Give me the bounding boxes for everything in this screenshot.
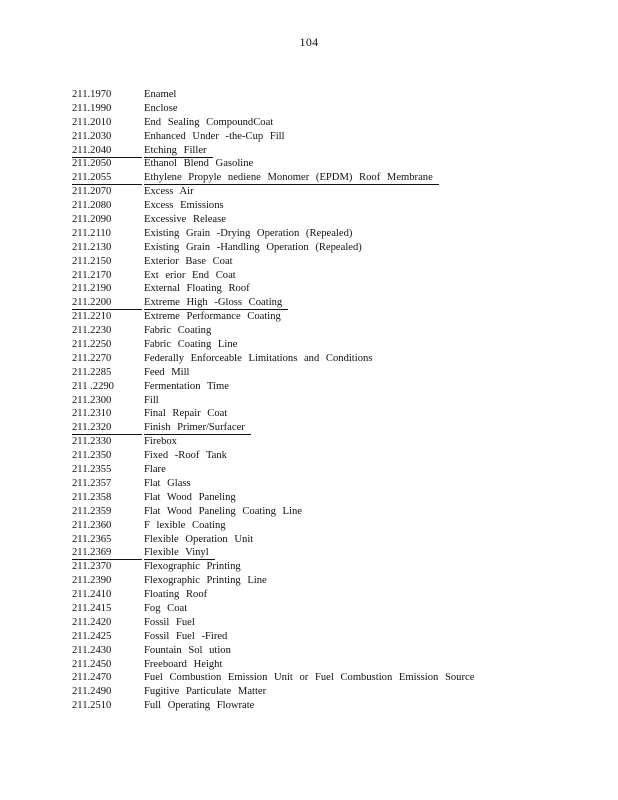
- index-entry: [72, 421, 492, 435]
- defined-term: Etching Filler: [144, 144, 213, 158]
- index-entry: [72, 296, 492, 310]
- section-number: 211.2415: [72, 602, 112, 614]
- defined-term: Freeboard Height: [144, 658, 223, 670]
- page-number: 104: [299, 35, 319, 49]
- section-number: 211.2230: [72, 325, 112, 337]
- defined-term: Fountain Sol ution: [144, 644, 231, 656]
- defined-term: Fossil Fuel -Fired: [144, 630, 228, 642]
- section-number: 211.2360: [72, 519, 112, 531]
- section-number: 211.2300: [72, 394, 112, 406]
- index-entry: [72, 352, 492, 366]
- section-number: 211.2369: [72, 546, 142, 560]
- defined-term: Fabric Coating: [144, 325, 212, 337]
- section-number: 211.1990: [72, 102, 112, 114]
- defined-term: Federally Enforceable Limitations and Conditions: [144, 352, 373, 364]
- section-number: 211.2350: [72, 450, 112, 462]
- defined-term: F lexible Coating: [144, 519, 226, 531]
- index-entry: [72, 491, 492, 505]
- section-number: 211.2210: [72, 311, 112, 323]
- section-number: 211.2090: [72, 214, 112, 226]
- section-number: 211.2190: [72, 283, 112, 295]
- defined-term: Fill: [144, 394, 159, 406]
- index-entry: [72, 171, 492, 185]
- index-entry: [72, 671, 492, 685]
- defined-term: Exterior Base Coat: [144, 255, 233, 267]
- section-number: 211.1970: [72, 89, 112, 100]
- index-entry: [72, 185, 492, 199]
- index-entry: [72, 477, 492, 491]
- defined-term: Fabric Coating Line: [144, 339, 238, 351]
- section-number: 211.2110: [72, 227, 111, 239]
- definitions-index: [72, 88, 492, 713]
- index-entry: [72, 630, 492, 644]
- index-entry: [72, 324, 492, 338]
- index-entry: [72, 574, 492, 588]
- section-number: 211.2370: [72, 561, 112, 573]
- defined-term: Firebox: [144, 436, 177, 448]
- defined-term: Flat Wood Paneling Coating Line: [144, 505, 302, 517]
- index-entry: [72, 699, 492, 713]
- section-number: 211.2040: [72, 144, 142, 158]
- index-entry: [72, 102, 492, 116]
- defined-term: Ethylene Propyle nediene Monomer (EPDM) Roof Membrane: [144, 171, 439, 185]
- defined-term: Ethanol Blend Gasoline: [144, 158, 254, 170]
- index-entry: [72, 685, 492, 699]
- index-entry: [72, 588, 492, 602]
- index-entry: [72, 282, 492, 296]
- section-number: 211.2080: [72, 200, 112, 212]
- section-number: 211.2070: [72, 186, 112, 198]
- defined-term: Existing Grain -Drying Operation (Repealed): [144, 227, 353, 239]
- defined-term: Feed Mill: [144, 366, 190, 378]
- index-entry: [72, 241, 492, 255]
- index-entry: [72, 88, 492, 102]
- section-number: 211.2390: [72, 575, 112, 587]
- defined-term: External Floating Roof: [144, 283, 250, 295]
- section-number: 211.2490: [72, 686, 112, 698]
- section-number: 211.2470: [72, 672, 112, 684]
- index-entry: [72, 449, 492, 463]
- defined-term: Enamel: [144, 89, 177, 100]
- section-number: 211.2450: [72, 658, 112, 670]
- section-number: 211.2410: [72, 589, 112, 601]
- section-number: 211.2425: [72, 630, 112, 642]
- defined-term: Flexographic Printing: [144, 561, 241, 573]
- defined-term: Existing Grain -Handling Operation (Repealed): [144, 241, 362, 253]
- index-entry: [72, 533, 492, 547]
- index-entry: [72, 338, 492, 352]
- defined-term: Full Operating Flowrate: [144, 700, 255, 712]
- defined-term: Excessive Release: [144, 214, 226, 226]
- index-entry: [72, 310, 492, 324]
- index-entry: [72, 227, 492, 241]
- defined-term: Finish Primer/Surfacer: [144, 421, 251, 435]
- index-entry: [72, 130, 492, 144]
- index-entry: [72, 366, 492, 380]
- defined-term: End Sealing CompoundCoat: [144, 116, 274, 128]
- index-entry: [72, 463, 492, 477]
- defined-term: Enclose: [144, 102, 178, 114]
- index-entry: [72, 505, 492, 519]
- section-number: 211.2330: [72, 436, 112, 448]
- index-entry: [72, 144, 492, 158]
- defined-term: Final Repair Coat: [144, 408, 228, 420]
- defined-term: Flexographic Printing Line: [144, 575, 267, 587]
- section-number: 211.2365: [72, 533, 112, 545]
- section-number: 211 .2290: [72, 380, 114, 392]
- index-entry: [72, 407, 492, 421]
- section-number: 211.2355: [72, 464, 112, 476]
- defined-term: Ext erior End Coat: [144, 269, 236, 281]
- index-entry: [72, 199, 492, 213]
- section-number: 211.2285: [72, 366, 112, 378]
- index-entry: [72, 546, 492, 560]
- index-entry: [72, 269, 492, 283]
- defined-term: Floating Roof: [144, 589, 208, 601]
- section-number: 211.2510: [72, 700, 112, 712]
- defined-term: Extreme High -Gloss Coating: [144, 296, 288, 310]
- index-entry: [72, 644, 492, 658]
- defined-term: Fixed -Roof Tank: [144, 450, 227, 462]
- defined-term: Fugitive Particulate Matter: [144, 686, 267, 698]
- section-number: 211.2430: [72, 644, 112, 656]
- index-entry: [72, 602, 492, 616]
- index-entry: [72, 380, 492, 394]
- section-number: 211.2150: [72, 255, 112, 267]
- defined-term: Excess Emissions: [144, 200, 224, 212]
- section-number: 211.2030: [72, 130, 112, 142]
- defined-term: Flat Glass: [144, 477, 191, 489]
- defined-term: Flexible Vinyl: [144, 546, 215, 560]
- defined-term: Flare: [144, 464, 166, 476]
- defined-term: Fermentation Time: [144, 380, 229, 392]
- index-entry: [72, 560, 492, 574]
- defined-term: Flexible Operation Unit: [144, 533, 254, 545]
- section-number: 211.2310: [72, 408, 112, 420]
- index-entry: [72, 255, 492, 269]
- index-entry: [72, 213, 492, 227]
- section-number: 211.2050: [72, 158, 112, 170]
- index-entry: [72, 658, 492, 672]
- defined-term: Extreme Performance Coating: [144, 311, 281, 323]
- index-entry: [72, 616, 492, 630]
- section-number: 211.2357: [72, 477, 112, 489]
- index-entry: [72, 116, 492, 130]
- defined-term: Fog Coat: [144, 602, 188, 614]
- index-entry: [72, 157, 492, 171]
- section-number: 211.2320: [72, 421, 142, 435]
- section-number: 211.2010: [72, 116, 112, 128]
- index-entry: [72, 519, 492, 533]
- index-entry: [72, 435, 492, 449]
- section-number: 211.2270: [72, 352, 112, 364]
- section-number: 211.2170: [72, 269, 112, 281]
- section-number: 211.2359: [72, 505, 112, 517]
- section-number: 211.2055: [72, 171, 142, 185]
- defined-term: Excess Air: [144, 186, 194, 198]
- defined-term: Fossil Fuel: [144, 616, 195, 628]
- index-entry: [72, 394, 492, 408]
- section-number: 211.2358: [72, 491, 112, 503]
- section-number: 211.2200: [72, 296, 142, 310]
- defined-term: Fuel Combustion Emission Unit or Fuel Combustion Emission Source: [144, 672, 475, 684]
- defined-term: Enhanced Under -the-Cup Fill: [144, 130, 285, 142]
- section-number: 211.2250: [72, 339, 112, 351]
- section-number: 211.2130: [72, 241, 112, 253]
- defined-term: Flat Wood Paneling: [144, 491, 236, 503]
- section-number: 211.2420: [72, 616, 112, 628]
